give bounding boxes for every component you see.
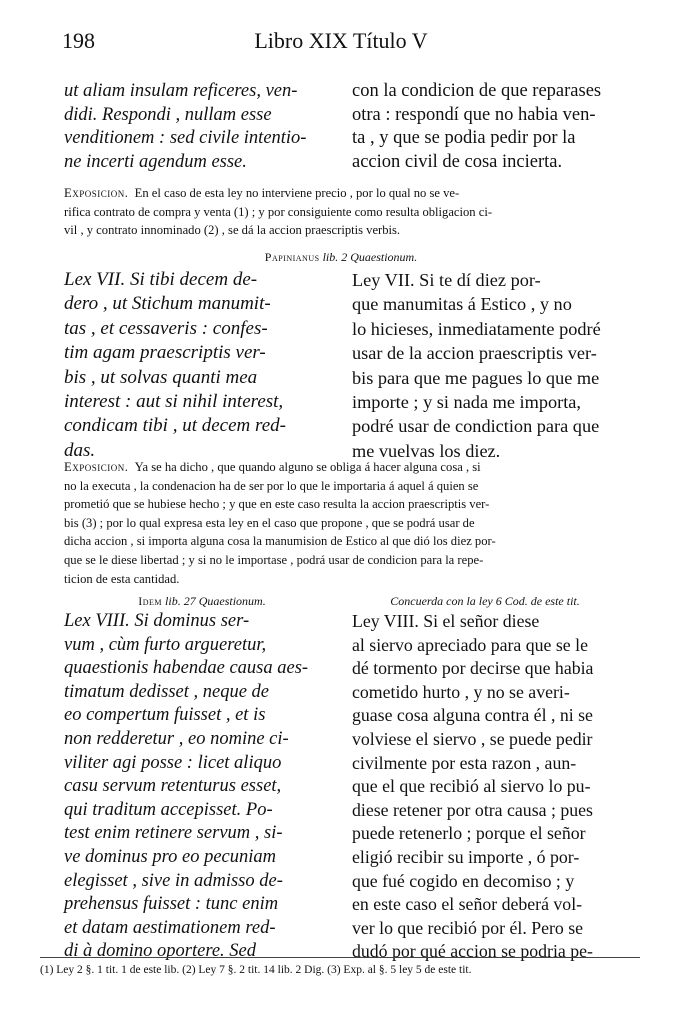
spanish-line: accion civil de cosa incierta. bbox=[352, 151, 563, 172]
spanish-line: otra : respondí que no habia ven- bbox=[352, 104, 596, 125]
page-number: 198 bbox=[62, 28, 95, 53]
spanish-line: ta , y que se podia pedir por la bbox=[352, 128, 576, 148]
spanish-line: puede retenerlo ; porque el señor bbox=[352, 823, 586, 844]
concordance-note bbox=[352, 594, 618, 609]
latin-line: didi. Respondi , nullam esse bbox=[64, 104, 272, 125]
latin-line: bis , ut solvas quanti mea bbox=[64, 366, 258, 388]
note-line: En el caso de esta ley no interviene precio , por lo qual no se ve- bbox=[134, 186, 460, 200]
spanish-line: lo hicieses, inmediatamente podré bbox=[352, 318, 601, 339]
exposicion-label: Exposicion. bbox=[64, 460, 129, 474]
source-attribution bbox=[200, 250, 482, 265]
spanish-line: diese retener por otra causa ; pues bbox=[352, 799, 593, 820]
latin-column-continuation bbox=[64, 80, 340, 174]
latin-line: interest : aut si nihil interest, bbox=[64, 391, 284, 413]
spanish-line: que el que recibió al siervo lo pu- bbox=[352, 776, 591, 797]
note-line: Ya se ha dicho , que quando alguno se obliga á hacer alguna cosa , si bbox=[134, 460, 481, 474]
latin-line: non redderetur , eo nomine ci- bbox=[64, 728, 289, 749]
spanish-line: guase cosa alguna contra él , ni se bbox=[352, 705, 593, 726]
spanish-line: en este caso el señor deberá vol- bbox=[352, 894, 583, 915]
spanish-line: podré usar de condiction para que bbox=[352, 416, 600, 437]
footnotes: (1) Ley 2 §. 1 tit. 1 de este lib. (2) Ley 7 §. 2 tit. 14 lib. 2 Dig. (3) Exp. al §. 5 ley 5 de este tit. bbox=[40, 964, 472, 976]
latin-line: qui traditum accepisset. Po- bbox=[64, 799, 273, 820]
spanish-column-continuation bbox=[352, 80, 618, 174]
latin-line: quaestionis habendae causa aes- bbox=[64, 658, 309, 679]
attribution-source: lib. 2 Quaestionum. bbox=[322, 250, 418, 264]
spanish-line: Ley VIII. Si el señor diese bbox=[352, 611, 540, 631]
exposicion-label: Exposicion. bbox=[64, 186, 129, 200]
latin-line: Lex VIII. Si dominus ser- bbox=[64, 611, 250, 631]
spanish-line: me vuelvas los diez. bbox=[352, 440, 501, 461]
latin-line: tim agam praescriptis ver- bbox=[64, 342, 266, 364]
spanish-line: con la condicion de que reparases bbox=[352, 81, 602, 101]
lex-vii-spanish bbox=[352, 268, 618, 463]
latin-line: test enim retinere servum , si- bbox=[64, 823, 283, 844]
latin-line: et datam aestimationem red- bbox=[64, 917, 276, 938]
latin-line: ve dominus pro eo pecuniam bbox=[64, 846, 277, 867]
latin-line: eo compertum fuisset , et is bbox=[64, 705, 266, 726]
latin-line: viliter agi posse : licet aliquo bbox=[64, 752, 282, 773]
spanish-line: eligió recibir su importe , ó por- bbox=[352, 846, 580, 867]
source-attribution-2 bbox=[64, 594, 340, 609]
spanish-line: que fué cogido en decomiso ; y bbox=[352, 870, 575, 891]
running-title: Libro XIX Título V bbox=[254, 28, 428, 53]
latin-line: elegisset , sive in admisso de- bbox=[64, 870, 283, 891]
latin-line: timatum dedisset , neque de bbox=[64, 681, 269, 702]
exposicion-note-1 bbox=[64, 184, 620, 240]
spanish-line: Ley VII. Si te dí diez por- bbox=[352, 270, 541, 290]
latin-line: dero , ut Stichum manumit- bbox=[64, 293, 271, 315]
note-line: rifica contrato de compra y venta (1) ; y por consiguiente como resulta obligacion ci- bbox=[64, 204, 493, 219]
note-line: bis (3) ; por lo qual expresa esta ley en el caso que propone , que se podrá usar de bbox=[64, 515, 475, 530]
latin-line: di à domino oportere. Sed bbox=[64, 941, 257, 962]
latin-line: ne incerti agendum esse. bbox=[64, 151, 247, 172]
attribution-author: Papinianus bbox=[264, 250, 320, 264]
note-line: prometió que se hubiese hecho ; y que en este caso resulta la accion praescriptis ver- bbox=[64, 497, 490, 512]
latin-line: condicam tibi , ut decem red- bbox=[64, 415, 286, 437]
note-line: vil , y contrato innominado (2) , se dá la accion praescriptis verbis. bbox=[64, 223, 401, 238]
spanish-line: ver lo que recibió por él. Pero se bbox=[352, 917, 584, 938]
lex-viii-spanish bbox=[352, 610, 618, 964]
lex-vii-latin bbox=[64, 268, 340, 463]
spanish-line: cometido hurto , y no se averi- bbox=[352, 681, 570, 702]
note-line: ticion de esta cantidad. bbox=[64, 571, 180, 586]
spanish-line: usar de la accion praescriptis ver- bbox=[352, 343, 597, 364]
note-line: no la executa , la condenacion ha de ser por lo que le importaria á aquel á quien se bbox=[64, 478, 479, 493]
spanish-line: dudó por qué accion se podria pe- bbox=[352, 941, 593, 962]
attribution-author: Idem bbox=[138, 594, 163, 608]
spanish-line: al siervo apreciado para que se le bbox=[352, 634, 588, 655]
note-line: dicha accion , si importa alguna cosa la manumision de Estico al que dió los diez por- bbox=[64, 534, 496, 549]
latin-line: venditionem : sed civile intentio- bbox=[64, 128, 307, 148]
spanish-line: bis para que me pagues lo que me bbox=[352, 367, 600, 388]
latin-line: prehensus fuisset : tunc enim bbox=[64, 894, 279, 915]
spanish-line: volviese el siervo , se puede pedir bbox=[352, 728, 593, 749]
lex-viii-latin bbox=[64, 610, 340, 964]
spanish-line: que manumitas á Estico , y no bbox=[352, 294, 572, 315]
attribution-source: lib. 27 Quaestionum. bbox=[165, 594, 266, 608]
note-line: que se le diese libertad ; y si no le importase , podrá usar de condicion para la repe- bbox=[64, 552, 484, 567]
spanish-line: dé tormento por decirse que habia bbox=[352, 658, 594, 679]
latin-line: casu servum retenturus esset, bbox=[64, 776, 282, 797]
spanish-line: civilmente por esta razon , aun- bbox=[352, 752, 577, 773]
spanish-line: importe ; y si nada me importa, bbox=[352, 392, 581, 413]
latin-line: das. bbox=[64, 439, 96, 461]
latin-line: ut aliam insulam reficeres, ven- bbox=[64, 81, 298, 101]
concordance-text: Concuerda con la ley 6 Cod. de este tit. bbox=[390, 594, 580, 608]
latin-line: Lex VII. Si tibi decem de- bbox=[64, 269, 258, 290]
exposicion-note-2 bbox=[64, 458, 620, 588]
footnote-rule bbox=[40, 957, 640, 958]
latin-line: vum , cùm furto argueretur, bbox=[64, 634, 267, 655]
latin-line: tas , et cessaveris : confes- bbox=[64, 317, 268, 339]
